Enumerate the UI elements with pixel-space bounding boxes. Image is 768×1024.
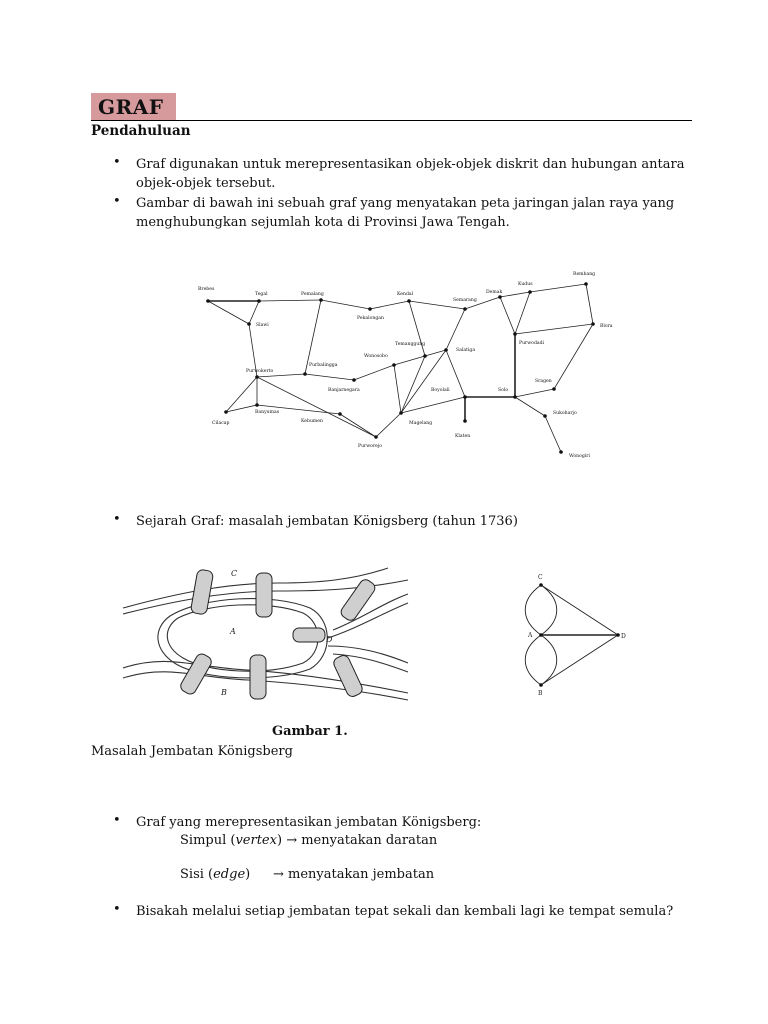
graph-label-b: B bbox=[538, 690, 543, 697]
map-label: Sragen bbox=[535, 379, 552, 384]
map-label: Brebes bbox=[198, 287, 215, 292]
figure-caption: Gambar 1. bbox=[272, 724, 348, 739]
map-label: Semarang bbox=[453, 298, 477, 303]
vertex-definition bbox=[180, 833, 437, 848]
graph-label-d: D bbox=[621, 633, 626, 640]
bullet-dot: • bbox=[113, 813, 121, 828]
edge-definition bbox=[180, 867, 250, 882]
map-label: Boyolali bbox=[431, 388, 450, 393]
map-label: Pekalongan bbox=[357, 316, 384, 321]
map-label: Purbalingga bbox=[309, 363, 338, 368]
map-label: Sukoharjo bbox=[553, 411, 577, 416]
map-label: Wonogiri bbox=[569, 454, 590, 459]
map-label: Klaten bbox=[455, 434, 471, 439]
map-label: Cilacap bbox=[212, 421, 230, 426]
map-label: Kudus bbox=[518, 282, 533, 287]
map-label: Magelang bbox=[409, 421, 433, 426]
bridge-label-c: C bbox=[231, 569, 238, 578]
bridge-label-a: A bbox=[230, 627, 236, 636]
edge-term: edge bbox=[213, 867, 246, 882]
bullet-text-3: Sejarah Graf: masalah jembatan Königsberg (tahun 1736) bbox=[136, 514, 518, 529]
konigsberg-bridges-illustration bbox=[118, 558, 413, 703]
map-label: Rembang bbox=[573, 272, 596, 277]
map-label: Salatiga bbox=[456, 348, 476, 353]
map-label: Solo bbox=[498, 388, 509, 393]
page-title: GRAF bbox=[98, 95, 164, 119]
map-label: Blora bbox=[600, 324, 613, 329]
bullet-text-1 bbox=[136, 155, 696, 193]
bullet-dot: • bbox=[113, 155, 121, 170]
bullet-2-line-2: menghubungkan sejumlah kota di Provinsi Jawa Tengah. bbox=[136, 215, 510, 230]
map-label: Purworejo bbox=[358, 444, 383, 449]
edge-desc: menyatakan jembatan bbox=[283, 867, 435, 882]
bullet-text-2 bbox=[136, 194, 696, 232]
bullet-dot: • bbox=[113, 902, 121, 917]
edge-suffix: ) bbox=[245, 867, 251, 882]
map-label: Temanggung bbox=[395, 342, 426, 347]
map-label: Purwokerto bbox=[246, 369, 274, 374]
map-label: Demak bbox=[486, 290, 503, 295]
bullet-2-line-1: Gambar di bawah ini sebuah graf yang menyatakan peta jaringan jalan raya yang bbox=[136, 196, 675, 211]
map-label: Tegal bbox=[255, 292, 268, 297]
figure-subcaption: Masalah Jembatan Königsberg bbox=[91, 744, 293, 759]
map-label: Banyumas bbox=[255, 410, 280, 415]
map-label: Kebumen bbox=[301, 419, 323, 424]
arrow-icon: → bbox=[286, 833, 298, 848]
arrow-icon: → bbox=[273, 867, 284, 882]
vertex-suffix: ) bbox=[276, 833, 287, 848]
edge-definition-desc bbox=[273, 867, 434, 882]
bullet-text-5: Bisakah melalui setiap jembatan tepat sekali dan kembali lagi ke tempat semula? bbox=[136, 904, 674, 919]
bullet-1-line-2: objek-objek tersebut. bbox=[136, 176, 276, 191]
java-road-map-graph bbox=[190, 265, 620, 465]
bullet-1-line-1: Graf digunakan untuk merepresentasikan objek-objek diskrit dan hubungan antara bbox=[136, 157, 685, 172]
bridge-label-d: D bbox=[326, 635, 333, 644]
map-label: Kendal bbox=[397, 292, 414, 297]
map-label: Banjarnegara bbox=[328, 388, 360, 393]
bullet-dot: • bbox=[113, 512, 121, 527]
vertex-term: vertex bbox=[235, 833, 277, 848]
map-label: Purwodadi bbox=[519, 341, 545, 346]
bullet-dot: • bbox=[113, 194, 121, 209]
title-rule bbox=[91, 120, 692, 121]
map-label: Wonosobo bbox=[364, 354, 388, 359]
konigsberg-graph bbox=[520, 570, 630, 700]
bullet-text-4: Graf yang merepresentasikan jembatan Königsberg: bbox=[136, 815, 482, 830]
section-heading: Pendahuluan bbox=[91, 123, 191, 139]
map-label: Pemalang bbox=[301, 292, 324, 297]
map-label: Slawi bbox=[256, 323, 269, 328]
edge-prefix: Sisi ( bbox=[180, 867, 214, 882]
vertex-prefix: Simpul ( bbox=[180, 833, 236, 848]
graph-label-c: C bbox=[538, 574, 543, 581]
bridge-label-b: B bbox=[221, 688, 227, 697]
vertex-desc: menyatakan daratan bbox=[297, 833, 438, 848]
graph-label-a: A bbox=[528, 632, 533, 639]
